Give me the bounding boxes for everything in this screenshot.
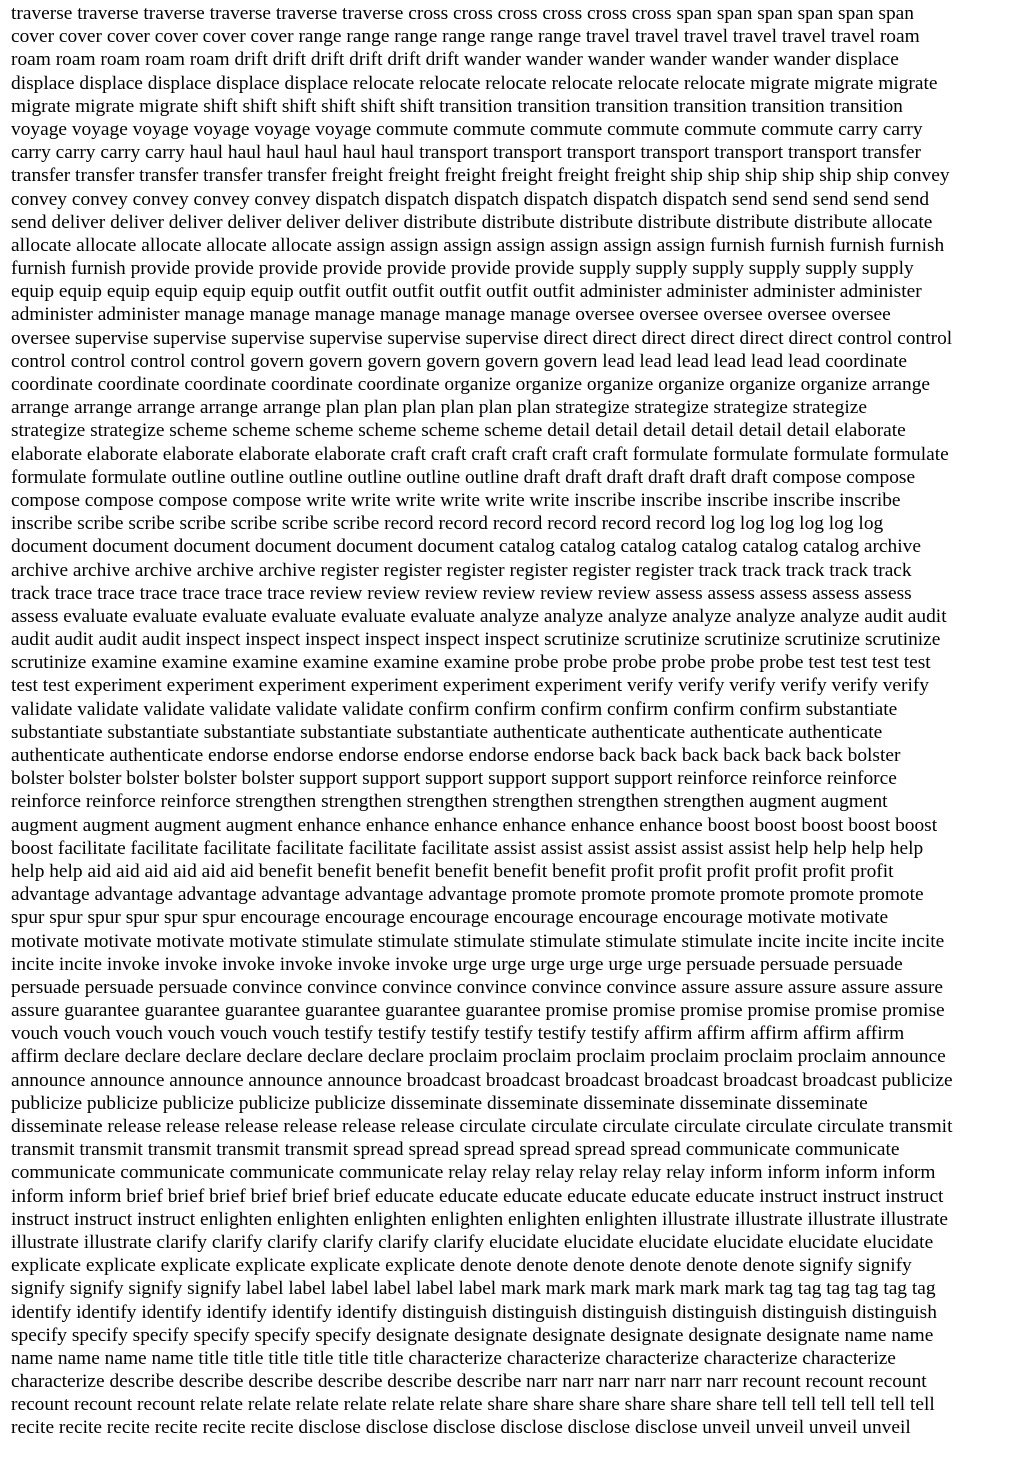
text-line: cover cover cover cover cover cover range range range range range range travel travel travel travel travel travel roam — [11, 26, 920, 48]
text-line: migrate migrate migrate shift shift shift shift shift shift transition transition transition transition transition transition — [11, 95, 903, 117]
text-line: displace displace displace displace displace relocate relocate relocate relocate relocate relocate migrate migrate migrate — [11, 72, 938, 94]
text-line: inform inform brief brief brief brief brief brief educate educate educate educate educate educate instruct instruct instruct — [11, 1185, 944, 1207]
text-line: disseminate release release release release release release circulate circulate circulate circulate circulate circulate transmit — [11, 1116, 953, 1137]
text-line: augment augment augment augment enhance enhance enhance enhance enhance enhance boost boost boost boost boost — [11, 814, 938, 836]
text-line: administer administer manage manage manage manage manage manage oversee oversee oversee oversee oversee — [11, 304, 891, 326]
text-line: inscribe scribe scribe scribe scribe scribe scribe record record record record record record log log log log log log — [11, 513, 884, 535]
text-line: incite incite invoke invoke invoke invoke invoke invoke urge urge urge urge urge urge persuade persuade persuade — [11, 953, 903, 975]
text-line: spur spur spur spur spur spur encourage encourage encourage encourage encourage encourage motivate motivate — [11, 907, 889, 929]
text-line: strategize strategize scheme scheme scheme scheme scheme scheme detail detail detail detail detail detail elaborate — [11, 420, 906, 442]
text-line: authenticate authenticate endorse endorse endorse endorse endorse endorse back back back back back back bolster — [11, 745, 901, 766]
text-line: allocate allocate allocate allocate allocate assign assign assign assign assign assign assign furnish furnish furnish furnish — [11, 234, 945, 256]
text-line: track trace trace trace trace trace trace review review review review review review assess assess assess assess assess — [11, 582, 912, 604]
text-line: bolster bolster bolster bolster bolster support support support support support support reinforce reinforce reinforce — [11, 768, 897, 790]
text-line: substantiate substantiate substantiate substantiate substantiate authenticate authenticate authenticate authenticate — [11, 721, 883, 743]
text-line: motivate motivate motivate motivate stimulate stimulate stimulate stimulate stimulate stimulate incite incite incite incite — [11, 930, 945, 952]
text-line: control control control control govern govern govern govern govern govern lead lead lead lead lead lead coordinate — [11, 350, 907, 372]
text-line: advantage advantage advantage advantage advantage advantage promote promote promote promote promote promote — [11, 884, 924, 906]
text-line: identify identify identify identify identify identify distinguish distinguish distinguish distinguish distinguish distinguish — [11, 1301, 937, 1323]
text-line: voyage voyage voyage voyage voyage voyage commute commute commute commute commute commute carry carry — [11, 118, 923, 140]
text-line: affirm declare declare declare declare declare declare proclaim proclaim proclaim proclaim proclaim proclaim announce — [11, 1046, 946, 1068]
text-line: communicate communicate communicate communicate relay relay relay relay relay relay inform inform inform inform — [11, 1162, 936, 1184]
text-line: oversee supervise supervise supervise supervise supervise supervise direct direct direct direct direct direct control control — [11, 327, 953, 349]
text-line: carry carry carry carry haul haul haul haul haul haul transport transport transport transport transport transport transfer — [11, 142, 921, 164]
text-line: roam roam roam roam roam drift drift drift drift drift drift wander wander wander wander wander wander displace — [11, 49, 899, 71]
text-line: recite recite recite recite recite recite disclose disclose disclose disclose disclose disclose unveil unveil unveil unveil — [11, 1417, 911, 1439]
text-line: assure guarantee guarantee guarantee guarantee guarantee guarantee promise promise promise promise promise promise — [11, 1000, 945, 1022]
text-line: validate validate validate validate validate validate confirm confirm confirm confirm confirm confirm substantiate — [11, 698, 898, 720]
text-line: coordinate coordinate coordinate coordinate coordinate organize organize organize organize organize organize arrange — [11, 374, 931, 395]
text-line: signify signify signify signify label label label label label label mark mark mark mark mark mark tag tag tag tag tag tag — [11, 1278, 936, 1300]
text-line: specify specify specify specify specify specify designate designate designate designate designate designate name name — [11, 1324, 934, 1346]
text-line: explicate explicate explicate explicate explicate explicate denote denote denote denote denote denote signify signify — [11, 1255, 912, 1277]
text-line: scrutinize examine examine examine examine examine examine probe probe probe probe probe probe test test test test — [11, 652, 931, 674]
text-line — [11, 1440, 1016, 1463]
text-line: help help aid aid aid aid aid aid benefit benefit benefit benefit benefit benefit profit profit profit profit profit profit — [11, 860, 894, 882]
text-line: recount recount recount relate relate relate relate relate relate share share share share share share tell tell tell tell tell tell — [11, 1394, 935, 1416]
text-line: formulate formulate outline outline outline outline outline outline draft draft draft draft draft draft compose compose — [11, 466, 916, 488]
text-line: traverse traverse traverse traverse traverse traverse cross cross cross cross cross cross span span span span span span — [11, 3, 914, 24]
text-line: instruct instruct instruct enlighten enlighten enlighten enlighten enlighten enlighten illustrate illustrate illustrate illustrate — [11, 1208, 948, 1230]
text-line: elaborate elaborate elaborate elaborate elaborate craft craft craft craft craft craft formulate formulate formulate formulate — [11, 443, 949, 465]
text-line: reinforce reinforce reinforce strengthen strengthen strengthen strengthen strengthen strengthen augment augment — [11, 791, 888, 813]
text-line: announce announce announce announce announce broadcast broadcast broadcast broadcast broadcast broadcast publicize — [11, 1069, 953, 1091]
text-line: audit audit audit audit inspect inspect inspect inspect inspect inspect scrutinize scrutinize scrutinize scrutinize scrutinize — [11, 629, 941, 651]
text-line: furnish furnish provide provide provide provide provide provide provide supply supply supply supply supply supply — [11, 258, 914, 280]
text-line: publicize publicize publicize publicize publicize disseminate disseminate disseminate disseminate disseminate — [11, 1092, 868, 1114]
text-line: persuade persuade persuade convince convince convince convince convince convince assure assure assure assure assure — [11, 976, 943, 998]
text-line: transmit transmit transmit transmit transmit spread spread spread spread spread spread communicate communicate — [11, 1139, 900, 1161]
text-line: send deliver deliver deliver deliver deliver deliver distribute distribute distribute distribute distribute distribute allocate — [11, 211, 933, 233]
text-line: transfer transfer transfer transfer transfer freight freight freight freight freight freight ship ship ship ship ship ship convey — [11, 165, 950, 187]
text-line: assess evaluate evaluate evaluate evaluate evaluate evaluate analyze analyze analyze analyze analyze analyze audit audit — [11, 605, 947, 627]
text-line: archive archive archive archive archive register register register register register register track track track track track — [11, 559, 912, 581]
text-line: boost facilitate facilitate facilitate facilitate facilitate facilitate assist assist assist assist assist assist help help help help — [11, 837, 924, 859]
text-line: characterize describe describe describe describe describe describe narr narr narr narr narr narr recount recount recount — [11, 1371, 927, 1393]
text-line: test test experiment experiment experiment experiment experiment experiment verify verify verify verify verify verify — [11, 675, 929, 697]
text-line: illustrate illustrate clarify clarify clarify clarify clarify clarify elucidate elucidate elucidate elucidate elucidate elucidate — [11, 1231, 934, 1253]
text-line: compose compose compose compose write write write write write write inscribe inscribe inscribe inscribe inscribe — [11, 489, 901, 511]
text-line: name name name name title title title title title title characterize characterize characterize characterize characterize — [11, 1347, 896, 1369]
text-line: equip equip equip equip equip equip outfit outfit outfit outfit outfit outfit administer administer administer administer — [11, 281, 922, 303]
text-line: vouch vouch vouch vouch vouch vouch testify testify testify testify testify testify affirm affirm affirm affirm affirm — [11, 1023, 905, 1045]
document-page — [11, 2, 1016, 1463]
text-line: document document document document document document catalog catalog catalog catalog catalog catalog archive — [11, 536, 921, 558]
text-line: convey convey convey convey convey dispatch dispatch dispatch dispatch dispatch dispatch send send send send send — [11, 188, 930, 210]
text-line: arrange arrange arrange arrange arrange plan plan plan plan plan plan strategize strategize strategize strategize — [11, 397, 867, 419]
